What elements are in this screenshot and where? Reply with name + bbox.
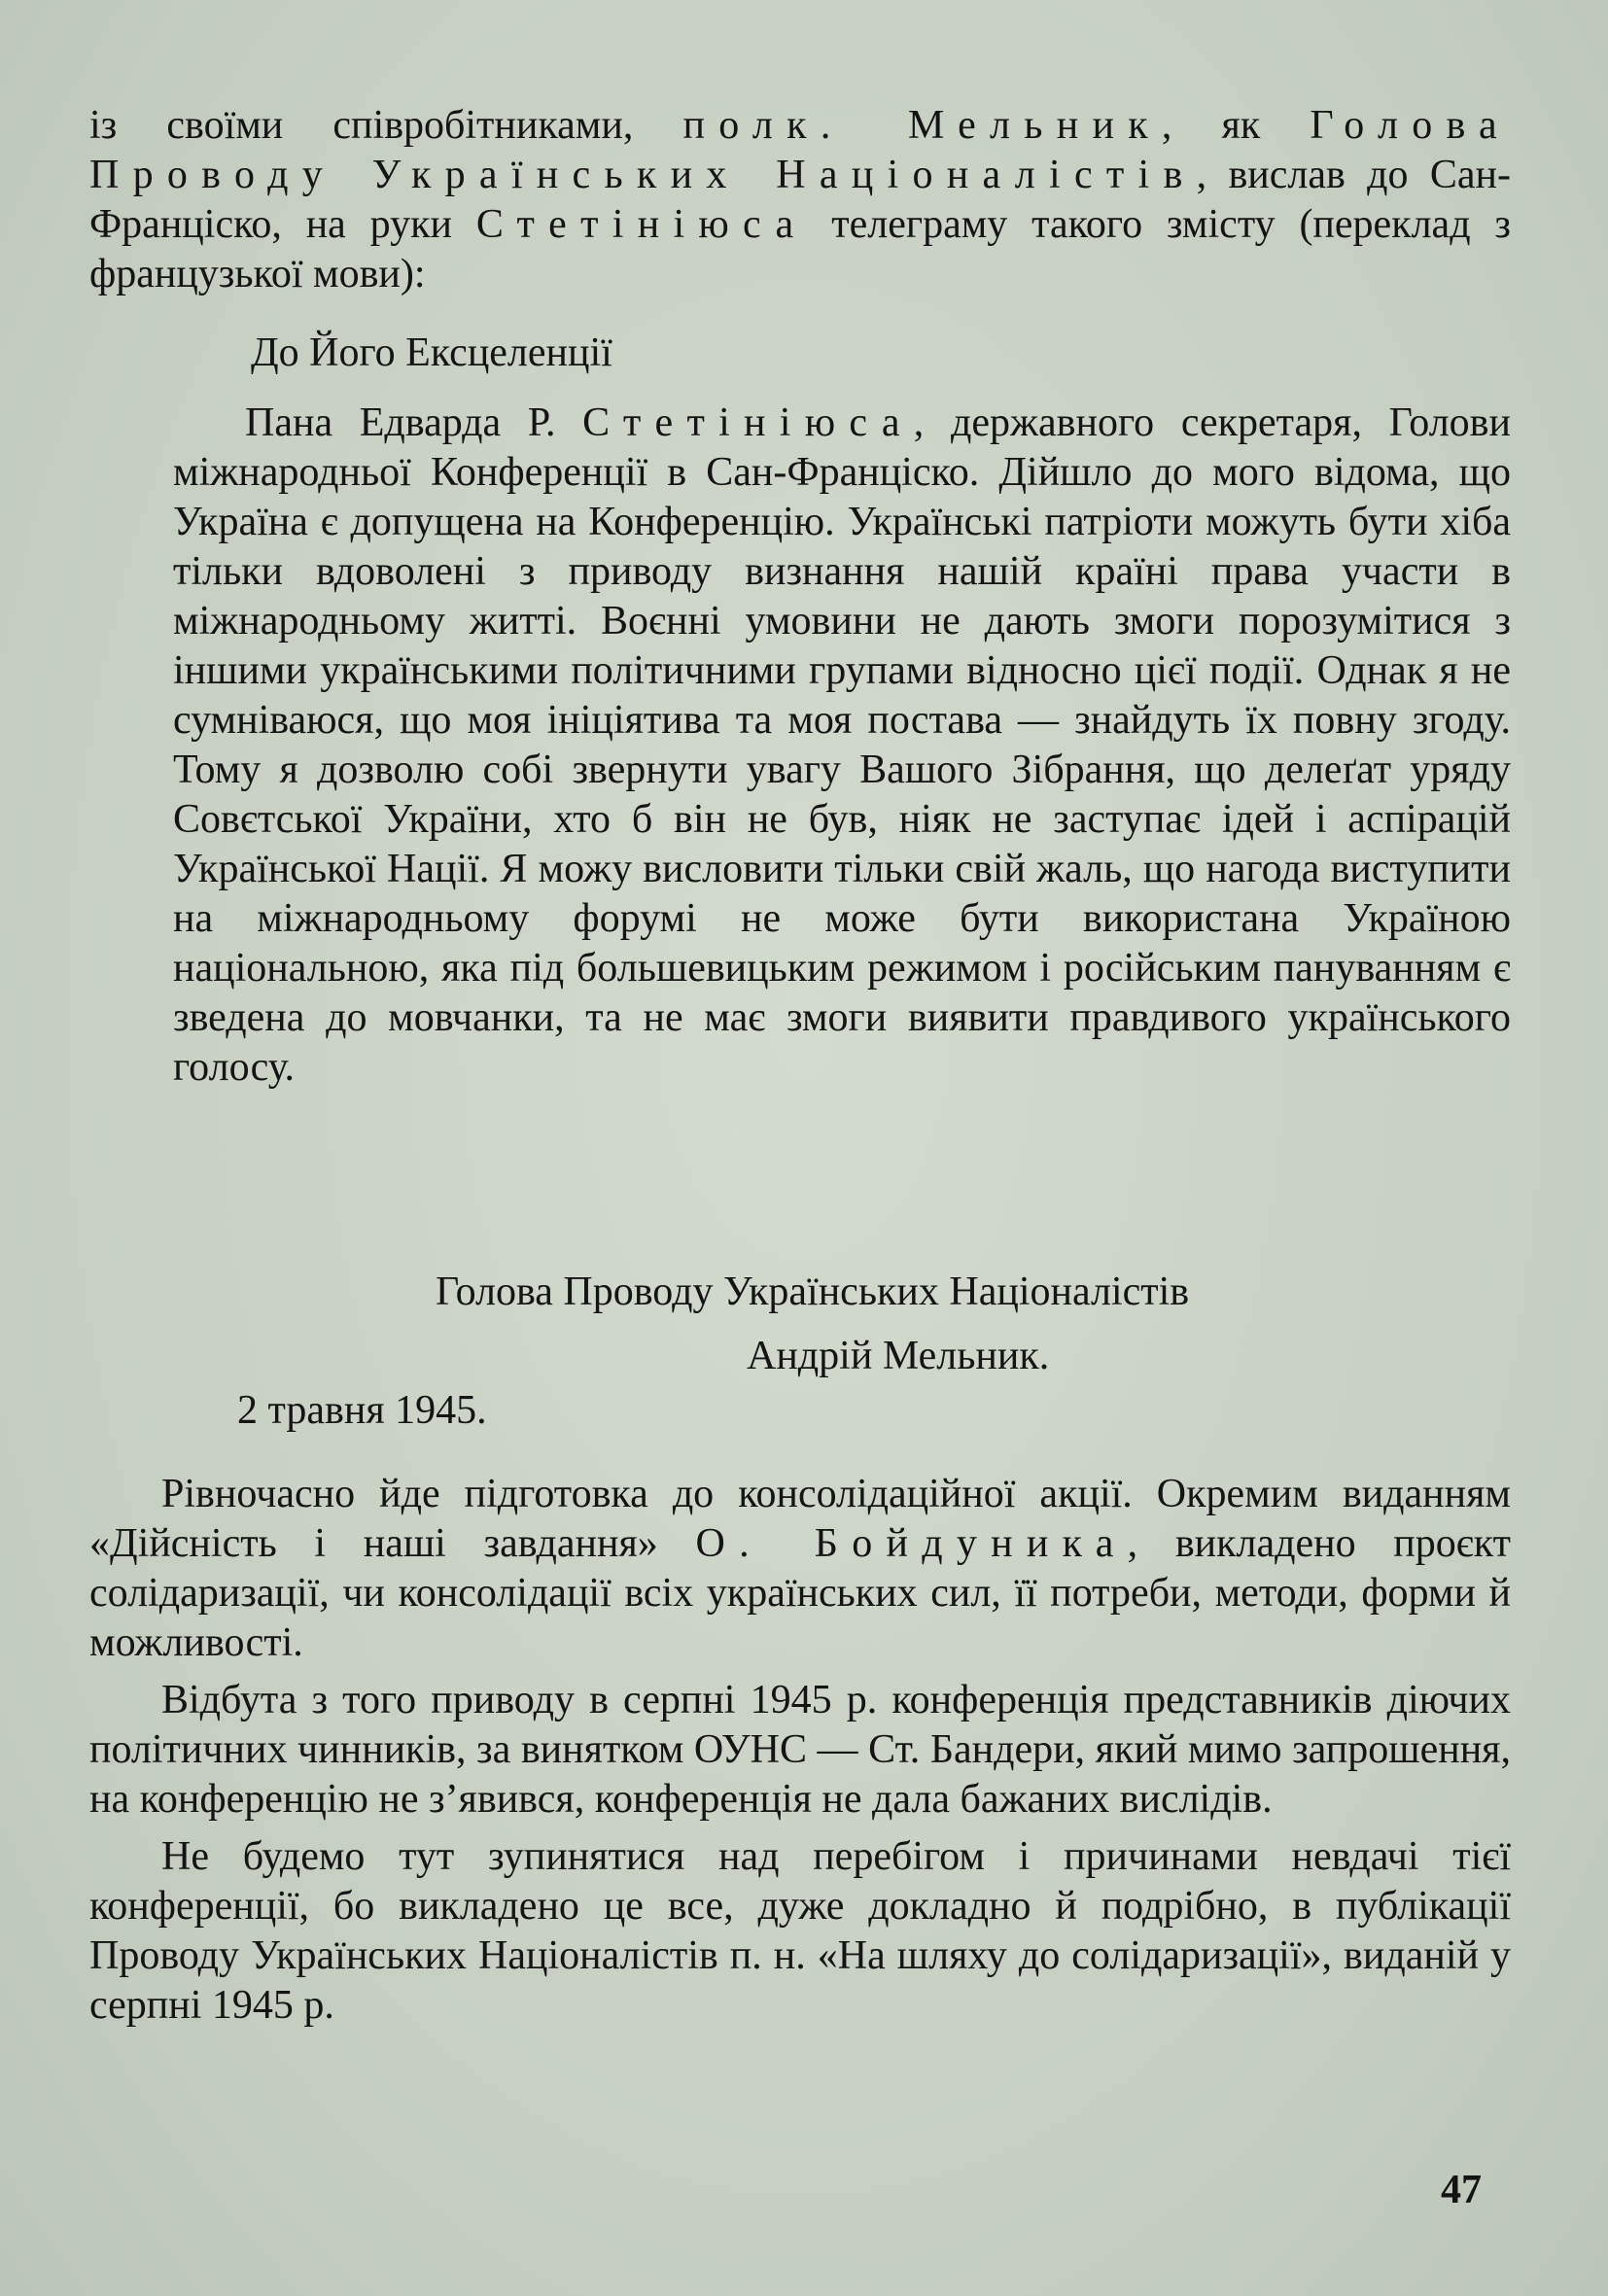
signature-name: Андрій Мельник. <box>747 1334 1050 1378</box>
intro-text-2: , як <box>1161 103 1311 148</box>
page-number: 47 <box>1441 2168 1482 2212</box>
body-p1-spaced-name: О. Бойдуника <box>695 1521 1128 1566</box>
intro-spaced-name: полк. Мельник <box>682 103 1162 148</box>
body-p1-text-2: , викладено проєкт солідаризації, чи консолідації всіх українських сил, її потреби, методи, форми й можливості. <box>89 1521 1511 1665</box>
signature-title: Голова Проводу Українських Націоналістів <box>436 1270 1190 1314</box>
body-paragraphs <box>89 1470 1511 2031</box>
letter-body <box>173 399 1511 1093</box>
letter-text-1: Пана Едварда Р. <box>245 400 583 445</box>
intro-text-1: із своїми співробітниками, <box>89 103 683 148</box>
letter-address: До Його Ексцеленції <box>251 330 612 375</box>
letter-spaced-recipient: Стетініюса <box>582 400 914 445</box>
letter-text-2: , державного секретаря, Голови міжнародньої Конференції в Сан-Франціско. Дійшло до мого відома, що Україна є допущена на Конференцію. Українські патріоти можуть бути хіба тільки вдоволені з приводу визнання нашій країні права участи в міжнародньому житті. Воєнні умовини не дають змоги порозумітися з іншими українськими політичними групами відносно цієї події. Однак я не сумніваюся, що моя ініціятива та моя постава — знайдуть їх повну згоду. Тому я дозволю собі звернути увагу Вашого Зібрання, що делеґат уряду Совєтської України, хто б він не був, ніяк не заступає ідей і аспірацій Української Нації. Я можу висловити тільки свій жаль, що нагода виступити на міжнародньому форумі не може бути використана Україною національною, яка під большевицьким режимом і російським пануванням є зведена до мовчанки, та не має змоги виявити правдивого українського голосу. <box>173 400 1511 1090</box>
body-paragraph-2: Відбута з того приводу в серпні 1945 р. конференція представників діючих політичних чинників, за винятком ОУНС — Ст. Бандери, який мимо запрошення, на конференцію не з’явився, конференція не дала бажаних вислідів. <box>89 1678 1511 1822</box>
body-paragraph-3: Не будемо тут зупинятися над перебігом і причинами невдачі тієї конференції, бо викладено це все, дуже докладно й подрібно, в публікації Проводу Українських Націоналістів п. н. «На шляху до солідаризації», виданій у серпні 1945 р. <box>89 1834 1511 2028</box>
intro-text-4: телеграму такого змісту (переклад з французької мови): <box>89 202 1511 296</box>
body-p1-text-1: Рівночасно йде підготовка до консолідаційної акції. Окремим виданням «Дійсність і наші завдання» <box>89 1472 1511 1566</box>
intro-paragraph <box>89 101 1511 299</box>
intro-spaced-recipient: Стетініюса <box>475 202 808 247</box>
intro-spaced-title: Голова Проводу Українських Націоналістів <box>89 103 1511 197</box>
intro-text-3: , вислав до Сан-Франціско, на руки <box>89 153 1511 247</box>
body-paragraph-1 <box>89 1470 1511 1668</box>
letter-date: 2 травня 1945. <box>237 1388 487 1433</box>
